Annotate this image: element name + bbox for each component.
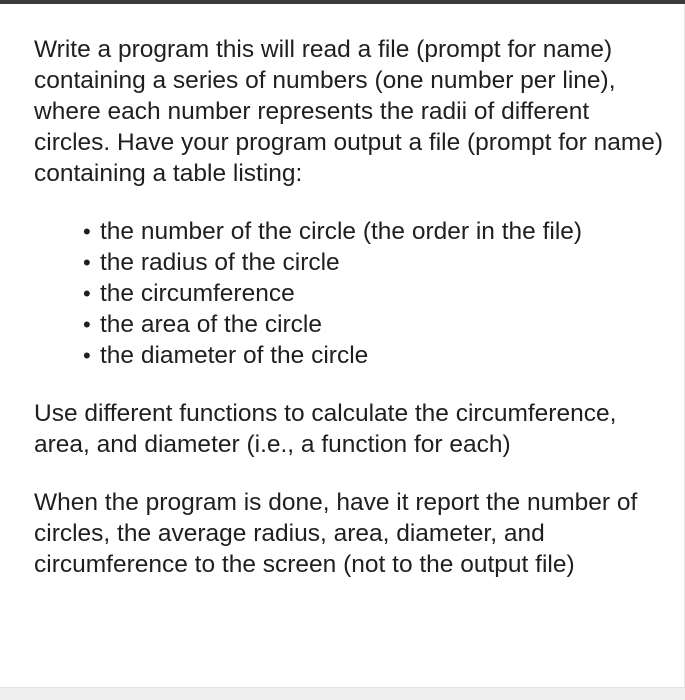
question-text-body	[34, 34, 664, 580]
report-paragraph: When the program is done, have it report the number of circles, the average radius, area, diameter, and circumference to the screen (not to the output file)	[34, 489, 638, 578]
bullet-icon: •	[83, 312, 91, 337]
bullet-icon: •	[83, 219, 91, 244]
list-item-text: the circumference	[100, 280, 295, 307]
functions-paragraph: Use different functions to calculate the circumference, area, and diameter (i.e., a function for each)	[34, 400, 617, 458]
bullet-icon: •	[83, 250, 91, 275]
list-item-text: the area of the circle	[100, 311, 322, 338]
bullet-icon: •	[83, 281, 91, 306]
list-item	[83, 340, 664, 371]
list-item	[83, 278, 664, 309]
list-item	[83, 216, 664, 247]
bullet-icon: •	[83, 343, 91, 368]
list-item	[83, 247, 664, 278]
requirements-list	[34, 216, 664, 371]
intro-paragraph: Write a program this will read a file (prompt for name) containing a series of numbers (one number per line), where each number represents the radii of different circles. Have your program output a file (prompt for name) containing a table listing:	[34, 36, 664, 187]
list-item	[83, 309, 664, 340]
top-border	[0, 0, 685, 4]
list-item-text: the number of the circle (the order in the file)	[100, 218, 583, 245]
list-item-text: the diameter of the circle	[100, 342, 369, 369]
bottom-strip	[0, 687, 685, 700]
list-item-text: the radius of the circle	[100, 249, 340, 276]
